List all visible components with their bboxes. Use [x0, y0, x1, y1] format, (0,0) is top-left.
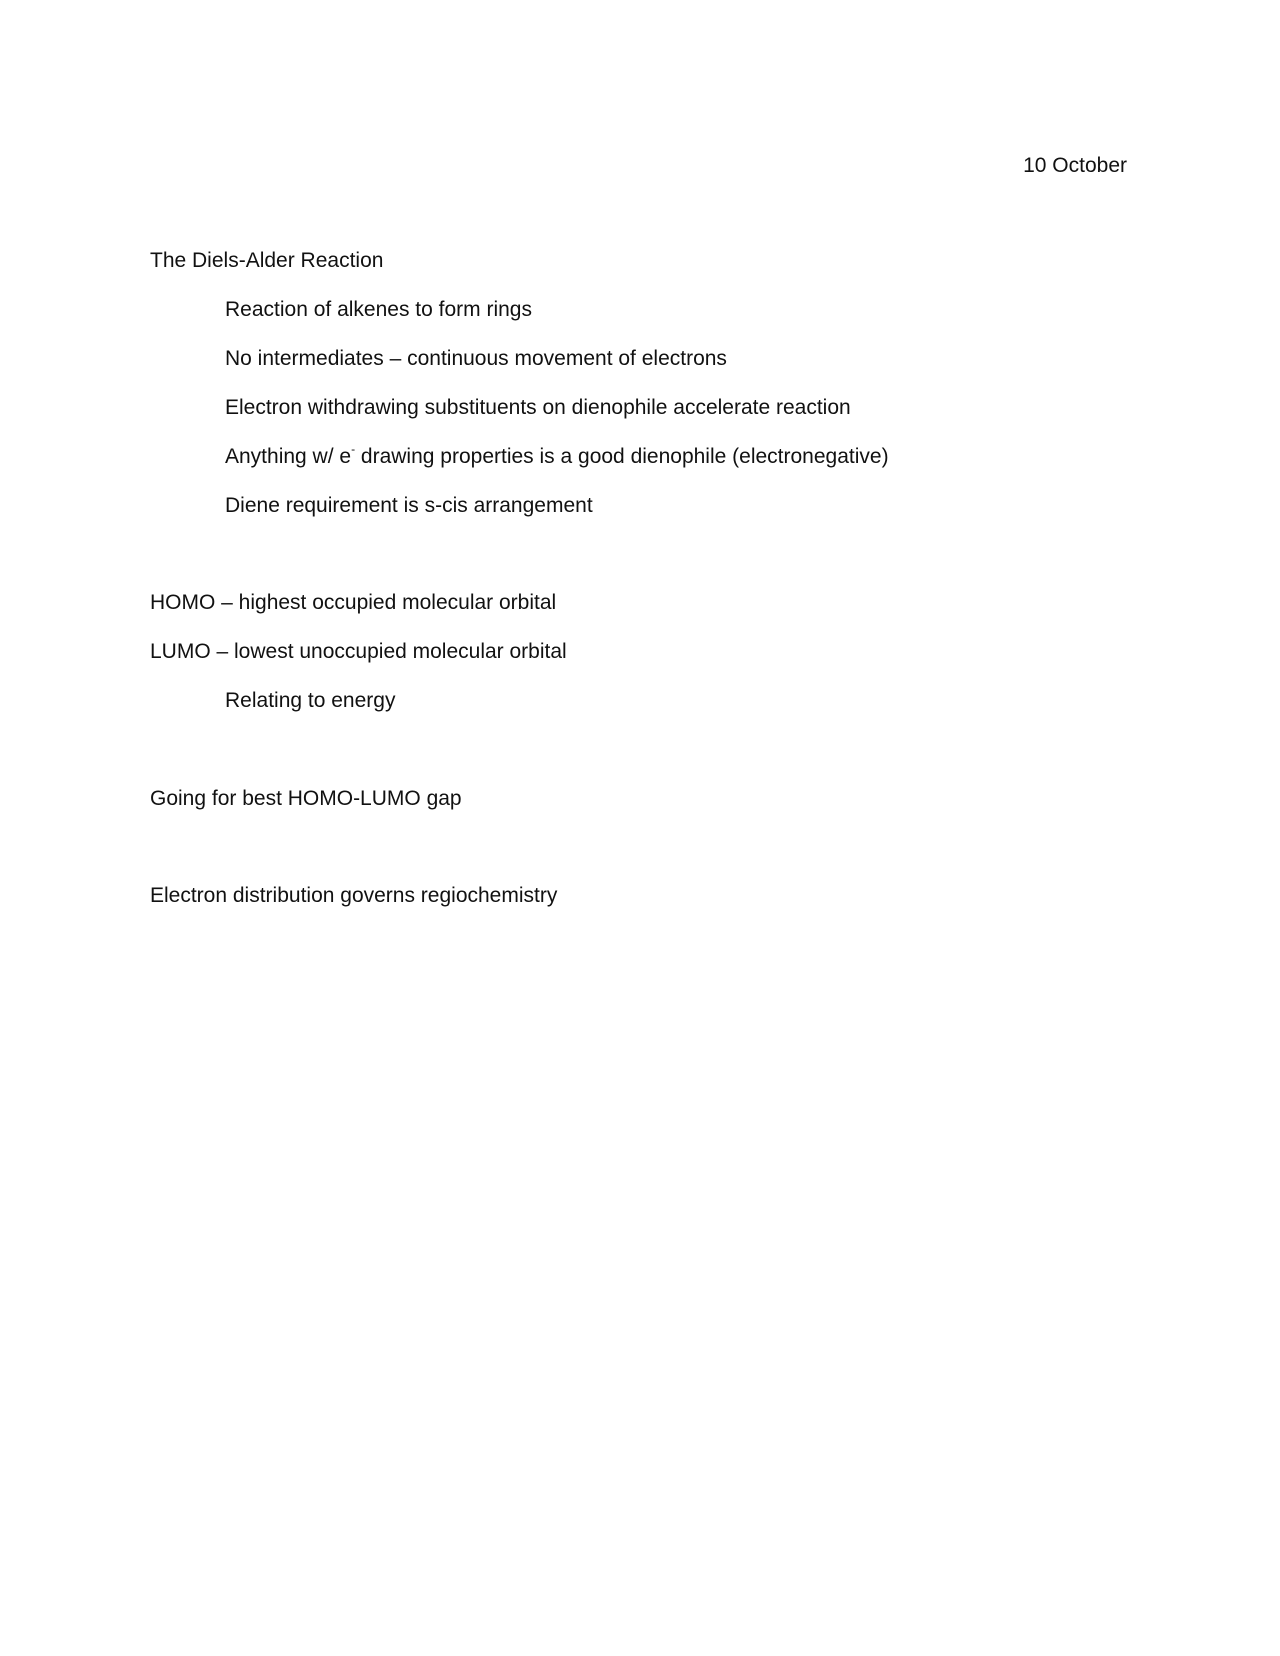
note-point-2: No intermediates – continuous movement of electrons: [225, 347, 727, 370]
note-point-4: [225, 444, 889, 470]
homo-definition: HOMO – highest occupied molecular orbital: [150, 591, 557, 614]
note-point-3: Electron withdrawing substituents on dienophile accelerate reaction: [225, 396, 851, 419]
note-date: 10 October: [1023, 154, 1127, 177]
note-point-5: Diene requirement is s-cis arrangement: [225, 494, 593, 517]
electron-charge-superscript: -: [351, 442, 356, 456]
regiochemistry-note: Electron distribution governs regiochemistry: [150, 884, 558, 907]
note-title: The Diels-Alder Reaction: [150, 249, 384, 272]
note-point-1: Reaction of alkenes to form rings: [225, 298, 532, 321]
lumo-definition: LUMO – lowest unoccupied molecular orbital: [150, 640, 567, 663]
gap-note: Going for best HOMO-LUMO gap: [150, 787, 462, 810]
energy-note: Relating to energy: [225, 689, 396, 712]
note-point-4-end: drawing properties is a good dienophile (electronegative): [355, 445, 889, 468]
note-point-4-start: Anything w/ e: [225, 445, 352, 468]
